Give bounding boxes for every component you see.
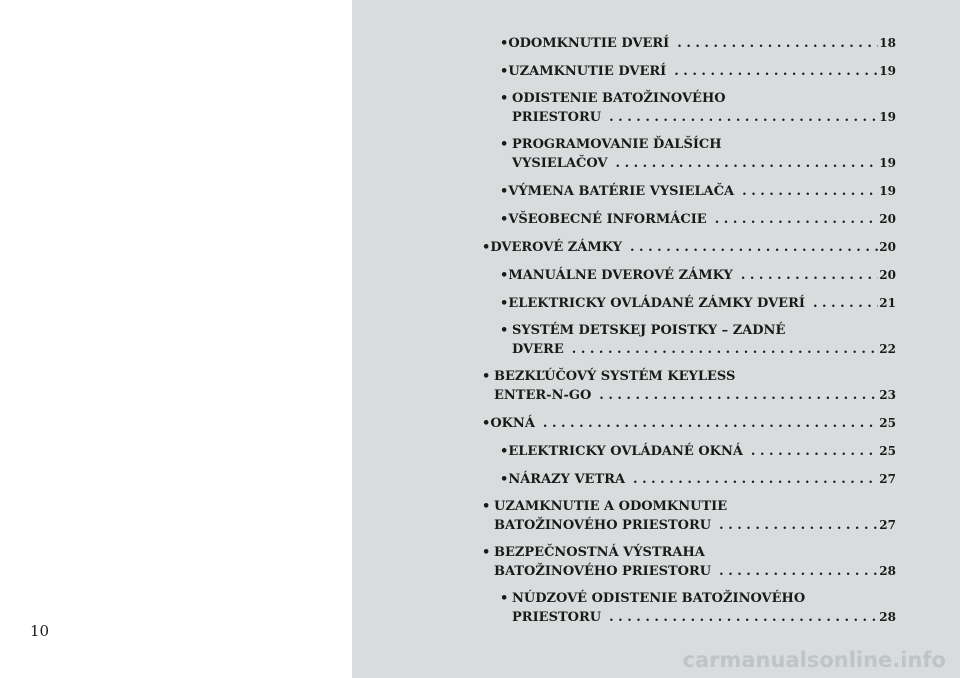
- toc-entry-title: DVERE: [512, 342, 564, 357]
- toc-entry-line: [500, 182, 896, 201]
- toc-entry-page: 28: [879, 564, 896, 578]
- toc-entry-title: PRIESTORU: [512, 610, 602, 625]
- page-number: 10: [30, 622, 50, 640]
- left-page: [0, 0, 352, 678]
- toc-entry-page: 22: [879, 342, 896, 356]
- toc-entry-page: 25: [879, 444, 896, 458]
- toc-entry-page: 23: [879, 388, 896, 402]
- dot-leader: [734, 183, 878, 201]
- dot-leader: [707, 211, 878, 229]
- bullet-icon: •: [482, 545, 491, 560]
- toc-entry-line: [482, 368, 896, 386]
- toc-entry[interactable]: [482, 442, 896, 461]
- dot-leader: [733, 267, 878, 285]
- toc-entry-page: 18: [879, 36, 896, 50]
- toc-entry-title: OKNÁ: [490, 416, 535, 431]
- toc-entry-line: [482, 562, 896, 581]
- toc-entry-line: [500, 136, 896, 154]
- toc-entry[interactable]: [482, 414, 896, 433]
- toc-entry-line: [482, 516, 896, 535]
- bullet-icon: •: [500, 212, 509, 227]
- toc-entry-page: 21: [879, 296, 896, 310]
- toc-entry-title: PRIESTORU: [512, 110, 602, 125]
- dot-leader: [564, 341, 878, 359]
- dot-leader: [711, 517, 878, 535]
- dot-leader: [625, 471, 878, 489]
- toc-entry[interactable]: [482, 182, 896, 201]
- dot-leader: [805, 295, 878, 313]
- toc-entry[interactable]: [482, 34, 896, 53]
- watermark: carmanualsonline.info: [682, 648, 946, 672]
- toc-entry-line: [482, 238, 896, 257]
- toc-entry-line: [500, 294, 896, 313]
- toc-entry-page: 28: [879, 610, 896, 624]
- toc-entry-page: 19: [879, 156, 896, 170]
- bullet-icon: •: [500, 296, 509, 311]
- toc-entry-title: BEZPEČNOSTNÁ VÝSTRAHA: [494, 545, 705, 560]
- toc-entry-line: [500, 266, 896, 285]
- dot-leader: [666, 63, 878, 81]
- bullet-icon: •: [500, 268, 509, 283]
- dot-leader: [601, 109, 878, 127]
- toc-entry-line: [500, 442, 896, 461]
- toc-entry[interactable]: [482, 294, 896, 313]
- dot-leader: [591, 387, 878, 405]
- toc-entry[interactable]: [482, 544, 896, 581]
- toc-entry-line: [482, 386, 896, 405]
- toc-entry-page: 20: [879, 240, 896, 254]
- toc-entry-page: 20: [879, 268, 896, 282]
- bullet-icon: •: [482, 499, 491, 514]
- bullet-icon: •: [482, 369, 491, 384]
- toc-entry-title: UZAMKNUTIE DVERÍ: [508, 64, 667, 79]
- toc-entry-page: 19: [879, 184, 896, 198]
- toc-entry[interactable]: [482, 136, 896, 173]
- toc-entry-title: VÝMENA BATÉRIE VYSIELAČA: [508, 184, 735, 199]
- toc-entry-title: SYSTÉM DETSKEJ POISTKY – ZADNÉ: [512, 323, 786, 338]
- toc-entry-line: [500, 210, 896, 229]
- dot-leader: [608, 155, 878, 173]
- toc-entry[interactable]: [482, 368, 896, 405]
- dot-leader: [601, 609, 878, 627]
- toc-entry-title: ODISTENIE BATOŽINOVÉHO: [512, 91, 726, 106]
- toc-entry-line: [500, 322, 896, 340]
- toc-entry-title: MANUÁLNE DVEROVÉ ZÁMKY: [508, 268, 733, 283]
- toc-entry-line: [500, 62, 896, 81]
- toc-entry-line: [482, 414, 896, 433]
- bullet-icon: •: [500, 184, 509, 199]
- toc-entry-page: 27: [879, 472, 896, 486]
- toc-entry-title: BATOŽINOVÉHO PRIESTORU: [494, 564, 712, 579]
- toc-entry-title: UZAMKNUTIE A ODOMKNUTIE: [494, 499, 728, 514]
- bullet-icon: •: [500, 64, 509, 79]
- bullet-icon: •: [482, 416, 491, 431]
- toc-entry[interactable]: [482, 266, 896, 285]
- toc-entry-title: ENTER-N-GO: [494, 388, 592, 403]
- toc-entry-line: [500, 34, 896, 53]
- toc-entry-title: ODOMKNUTIE DVERÍ: [508, 36, 670, 51]
- toc-entry-line: [500, 154, 896, 173]
- bullet-icon: •: [500, 91, 509, 106]
- toc-entry-title: VYSIELAČOV: [512, 156, 608, 171]
- toc-entry-title: VŠEOBECNÉ INFORMÁCIE: [508, 212, 707, 227]
- toc-entry[interactable]: [482, 498, 896, 535]
- toc-entry-page: 20: [879, 212, 896, 226]
- dot-leader: [711, 563, 878, 581]
- toc-entry[interactable]: [482, 322, 896, 359]
- toc-entry[interactable]: [482, 590, 896, 627]
- bullet-icon: •: [500, 36, 509, 51]
- toc-entry-line: [500, 90, 896, 108]
- toc-entry-title: BEZKĽÚČOVÝ SYSTÉM KEYLESS: [494, 369, 736, 384]
- dot-leader: [622, 239, 878, 257]
- bullet-icon: •: [500, 472, 509, 487]
- dot-leader: [669, 35, 878, 53]
- toc-entry[interactable]: [482, 210, 896, 229]
- toc-entry-title: BATOŽINOVÉHO PRIESTORU: [494, 518, 712, 533]
- toc-entry-line: [500, 340, 896, 359]
- toc-entry-page: 19: [879, 64, 896, 78]
- toc-entry[interactable]: [482, 62, 896, 81]
- toc-entry-title: NÚDZOVÉ ODISTENIE BATOŽINOVÉHO: [512, 591, 806, 606]
- dot-leader: [743, 443, 878, 461]
- toc-entry-title: DVEROVÉ ZÁMKY: [490, 240, 622, 255]
- toc-entry[interactable]: [482, 470, 896, 489]
- toc-entry-title: PROGRAMOVANIE ĎALŠÍCH: [512, 137, 722, 152]
- toc-entry[interactable]: [482, 90, 896, 127]
- toc-entry-line: [500, 470, 896, 489]
- toc-entry-title: NÁRAZY VETRA: [508, 472, 626, 487]
- toc-entry-line: [500, 590, 896, 608]
- toc-entry-line: [500, 108, 896, 127]
- bullet-icon: •: [500, 323, 509, 338]
- toc-entry-page: 25: [879, 416, 896, 430]
- toc-entry-line: [500, 608, 896, 627]
- toc-entry-title: ELEKTRICKY OVLÁDANÉ OKNÁ: [508, 444, 743, 459]
- toc-entry-line: [482, 498, 896, 516]
- toc-entry-line: [482, 544, 896, 562]
- bullet-icon: •: [500, 137, 509, 152]
- toc-entry-page: 27: [879, 518, 896, 532]
- dot-leader: [535, 415, 878, 433]
- bullet-icon: •: [500, 444, 509, 459]
- toc-entry[interactable]: [482, 238, 896, 257]
- table-of-contents: [482, 34, 896, 636]
- bullet-icon: •: [500, 591, 509, 606]
- toc-entry-page: 19: [879, 110, 896, 124]
- toc-entry-title: ELEKTRICKY OVLÁDANÉ ZÁMKY DVERÍ: [508, 296, 805, 311]
- bullet-icon: •: [482, 240, 491, 255]
